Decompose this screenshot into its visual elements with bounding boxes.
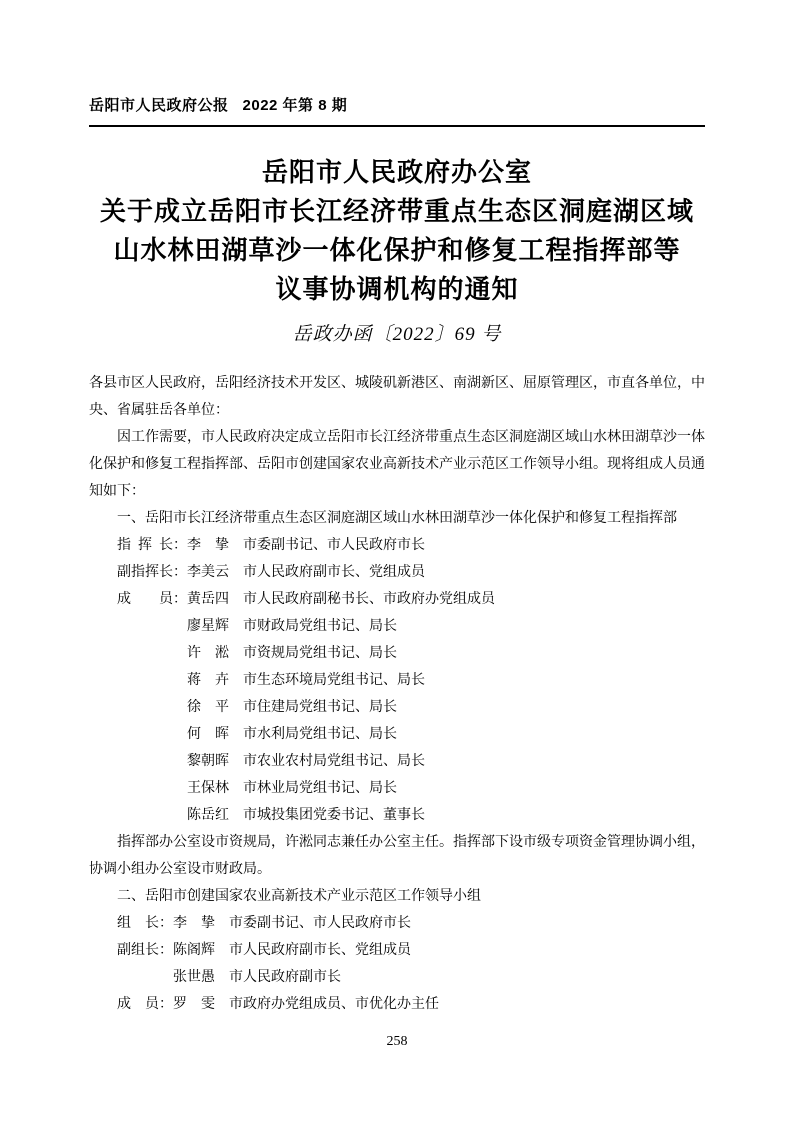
member-name: 王保林 (187, 781, 229, 796)
member-role: 市人民政府副市长、党组成员 (243, 565, 425, 580)
document-title (89, 153, 705, 309)
member-name: 徐平 (187, 700, 229, 715)
member-role: 市政府办党组成员、市优化办主任 (229, 997, 439, 1012)
roster-colon: ： (173, 592, 187, 607)
roster-position-label: 成员 (117, 592, 173, 607)
roster-position-label: 组长 (117, 916, 159, 931)
roster-row (117, 586, 705, 613)
document-title-line-4: 议事协调机构的通知 (275, 275, 519, 304)
roster-colon: ： (159, 916, 173, 931)
roster-row (117, 910, 705, 937)
roster-row (117, 640, 705, 667)
member-name: 张世愚 (173, 970, 215, 985)
section2-heading: 二、岳阳市创建国家农业高新技术产业示范区工作领导小组 (117, 889, 481, 904)
member-role: 市委副书记、市人民政府市长 (229, 916, 411, 931)
section1-heading: 一、岳阳市长江经济带重点生态区洞庭湖区域山水林田湖草沙一体化保护和修复工程指挥部 (117, 511, 677, 526)
document-title-line-1: 岳阳市人民政府办公室 (261, 158, 532, 187)
salutation-paragraph: 各县市区人民政府，岳阳经济技术开发区、城陵矶新港区、南湖新区、屈原管理区，市直各单位，中央、省属驻岳各单位： (89, 376, 705, 418)
member-name: 陈阁辉 (173, 943, 215, 958)
member-role: 市水利局党组书记、局长 (243, 727, 397, 742)
member-name: 罗雯 (173, 997, 215, 1012)
office-note-paragraph: 指挥部办公室设市资规局，许淞同志兼任办公室主任。指挥部下设市级专项资金管理协调小组，协调小组办公室设市财政局。 (89, 835, 705, 877)
page-number: 258 (386, 1034, 408, 1049)
roster-position-label: 指挥长 (117, 538, 173, 553)
document-body (89, 370, 705, 1018)
member-role: 市人民政府副市长 (229, 970, 341, 985)
member-name: 李挚 (173, 916, 215, 931)
member-role: 市林业局党组书记、局长 (243, 781, 397, 796)
roster-row (117, 748, 705, 775)
member-role: 市生态环境局党组书记、局长 (243, 673, 425, 688)
roster-row (117, 937, 705, 964)
roster-row (117, 667, 705, 694)
roster-colon: ： (159, 943, 173, 958)
member-name: 蒋卉 (187, 673, 229, 688)
roster-row (117, 964, 705, 991)
member-name: 陈岳红 (187, 808, 229, 823)
member-role: 市财政局党组书记、局长 (243, 619, 397, 634)
roster-colon: ： (159, 997, 173, 1012)
roster-position-label: 副指挥长 (117, 565, 173, 580)
gazette-title: 岳阳市人民政府公报 (89, 97, 229, 114)
document-number: 岳政办函〔2022〕69 号 (292, 324, 502, 345)
member-name: 许淞 (187, 646, 229, 661)
roster-row (117, 559, 705, 586)
roster-colon: ： (173, 538, 187, 553)
roster-position-label: 副组长 (117, 943, 159, 958)
member-role: 市资规局党组书记、局长 (243, 646, 397, 661)
document-title-line-3: 山水林田湖草沙一体化保护和修复工程指挥部等 (113, 236, 681, 265)
gazette-issue: 2022 年第 8 期 (242, 97, 348, 114)
page-header (89, 96, 705, 127)
roster-section-1 (117, 532, 705, 829)
document-title-line-2: 关于成立岳阳市长江经济带重点生态区洞庭湖区域 (99, 197, 694, 226)
member-role: 市人民政府副秘书长、市政府办党组成员 (243, 592, 495, 607)
member-name: 黎朝晖 (187, 754, 229, 769)
member-role: 市城投集团党委书记、董事长 (243, 808, 425, 823)
member-name: 李挚 (187, 538, 229, 553)
member-name: 何晖 (187, 727, 229, 742)
roster-row (117, 802, 705, 829)
member-name: 黄岳四 (187, 592, 229, 607)
roster-section-2 (117, 910, 705, 1018)
roster-row (117, 991, 705, 1018)
roster-colon: ： (173, 565, 187, 580)
member-role: 市农业农村局党组书记、局长 (243, 754, 425, 769)
member-name: 廖星辉 (187, 619, 229, 634)
roster-row (117, 721, 705, 748)
member-role: 市住建局党组书记、局长 (243, 700, 397, 715)
roster-row (117, 694, 705, 721)
intro-paragraph: 因工作需要，市人民政府决定成立岳阳市长江经济带重点生态区洞庭湖区域山水林田湖草沙一体化保护和修复工程指挥部、岳阳市创建国家农业高新技术产业示范区工作领导小组。现将组成人员通知如下： (89, 430, 705, 499)
roster-row (117, 532, 705, 559)
member-role: 市人民政府副市长、党组成员 (229, 943, 411, 958)
roster-row (117, 613, 705, 640)
roster-row (117, 775, 705, 802)
member-name: 李美云 (187, 565, 229, 580)
roster-position-label: 成员 (117, 997, 159, 1012)
member-role: 市委副书记、市人民政府市长 (243, 538, 425, 553)
